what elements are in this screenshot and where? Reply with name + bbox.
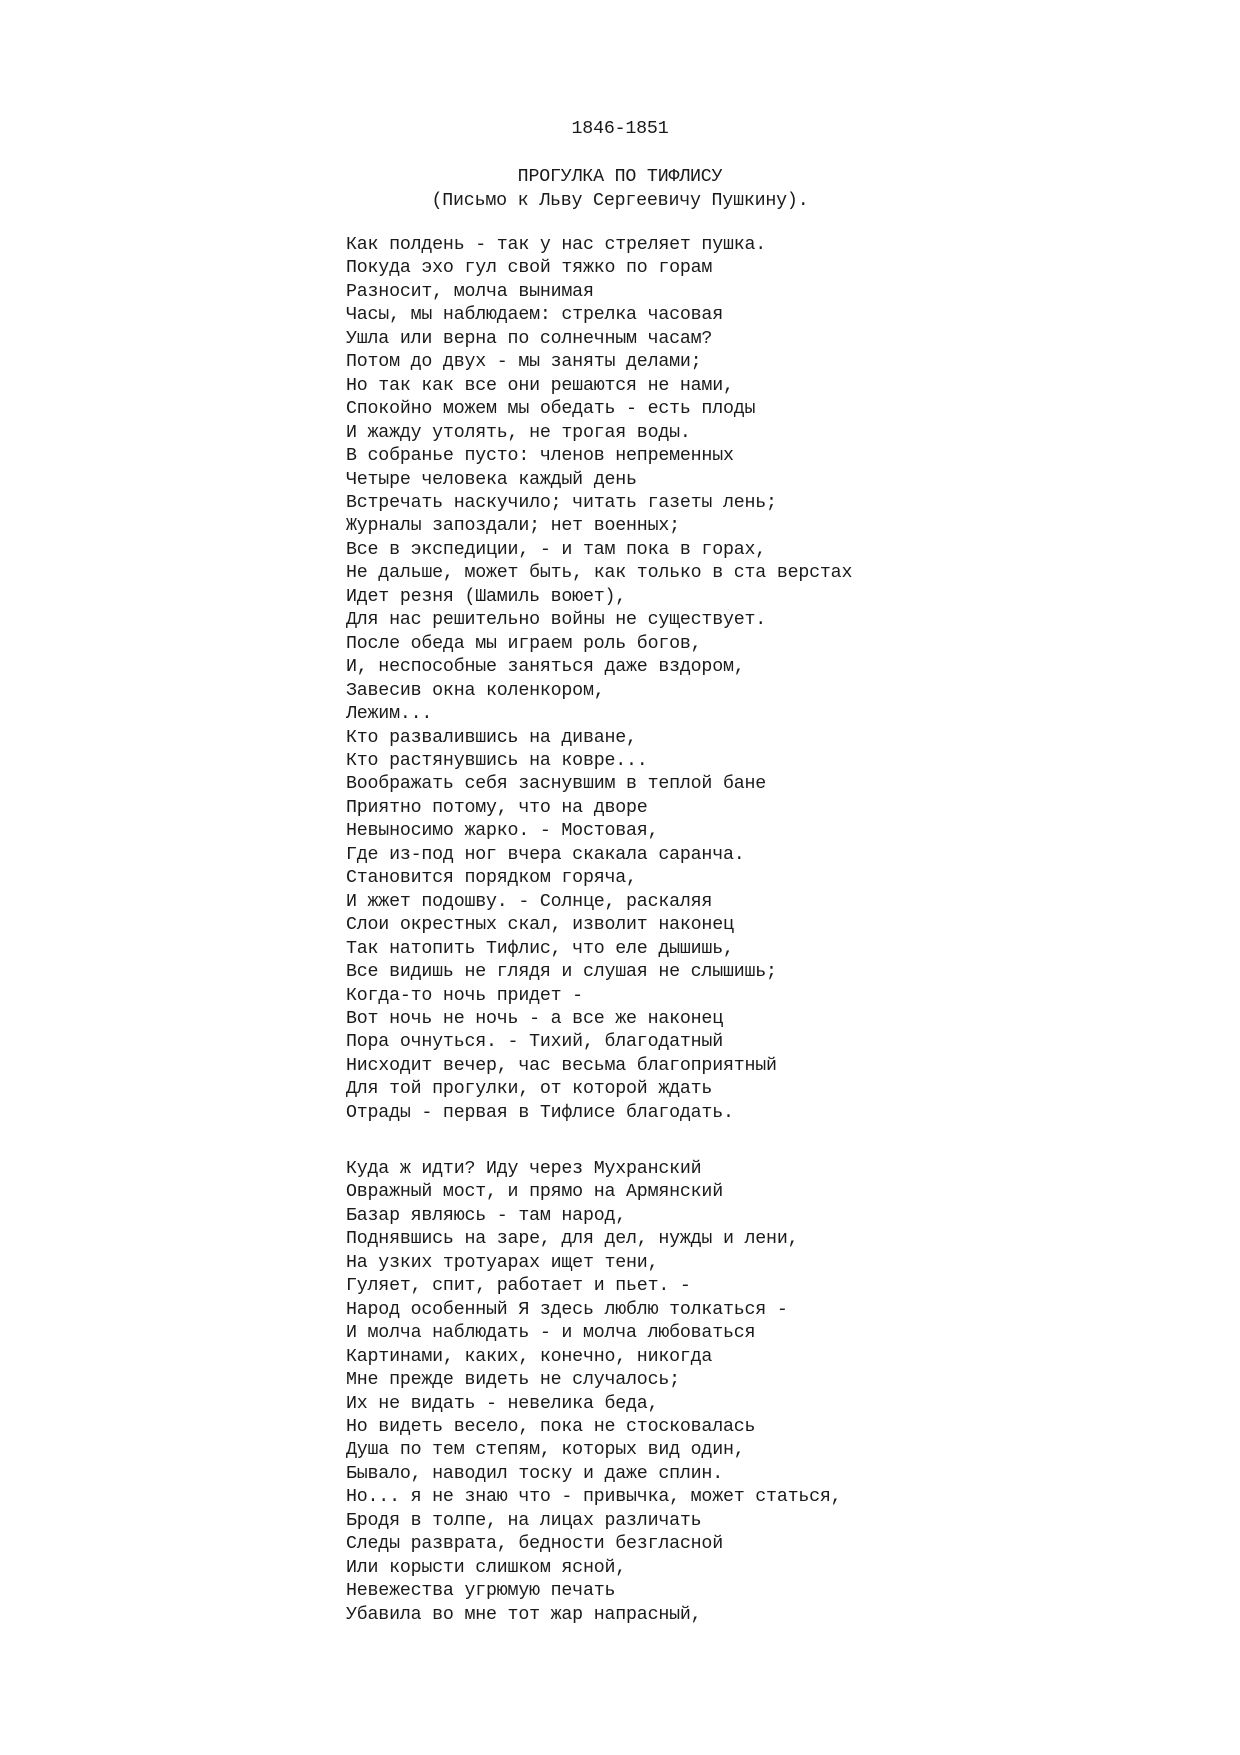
poem-line: Но так как все они решаются не нами,	[346, 375, 734, 396]
poem-line: Встречать наскучило; читать газеты лень;	[346, 492, 777, 513]
poem-line: Все в экспедиции, - и там пока в горах,	[346, 539, 767, 560]
poem-line: Приятно потому, что на дворе	[346, 797, 648, 818]
poem-line: Потом до двух - мы заняты делами;	[346, 352, 702, 373]
poem-line: Нисходит вечер, час весьма благоприятный	[346, 1055, 777, 1076]
poem-line: Невыносимо жарко. - Мостовая,	[346, 821, 659, 842]
stanza-2	[346, 1158, 841, 1627]
poem-line: Становится порядком горяча,	[346, 868, 637, 889]
poem-line: Журналы запоздали; нет военных;	[346, 516, 680, 537]
poem-line: Бывало, наводил тоску и даже сплин.	[346, 1463, 723, 1484]
poem-line: Завесив окна коленкором,	[346, 680, 605, 701]
stanza-1	[346, 234, 852, 1125]
poem-line: Ушла или верна по солнечным часам?	[346, 328, 713, 349]
poem-line: Следы разврата, бедности безгласной	[346, 1534, 723, 1555]
poem-line: Убавила во мне тот жар напрасный,	[346, 1604, 702, 1625]
poem-line: Кто развалившись на диване,	[346, 727, 637, 748]
poem-line: И, неспособные заняться даже вздором,	[346, 657, 745, 678]
poem-line: Но... я не знаю что - привычка, может статься,	[346, 1487, 842, 1508]
poem-line: Кто растянувшись на ковре...	[346, 750, 648, 771]
years-heading: 1846-1851	[571, 119, 669, 139]
poem-line: Не дальше, может быть, как только в ста верстах	[346, 563, 853, 584]
poem-line: Как полдень - так у нас стреляет пушка.	[346, 235, 767, 255]
poem-line: Так натопить Тифлис, что еле дышишь,	[346, 938, 734, 959]
poem-line: Воображать себя заснувшим в теплой бане	[346, 774, 767, 795]
poem-line: Пора очнуться. - Тихий, благодатный	[346, 1032, 723, 1053]
poem-line: Гуляет, спит, работает и пьет. -	[346, 1276, 691, 1297]
poem-line: Все видишь не глядя и слушая не слышишь;	[346, 962, 777, 983]
poem-title: ПРОГУЛКА ПО ТИФЛИСУ	[517, 167, 723, 187]
poem-line: Их не видать - невелика беда,	[346, 1393, 659, 1414]
poem-line: Лежим...	[346, 704, 433, 725]
poem-line: Для той прогулки, от которой ждать	[346, 1079, 713, 1100]
poem-line: И жжет подошву. - Солнце, раскаляя	[346, 891, 713, 912]
poem-line: Невежества угрюмую печать	[346, 1581, 616, 1602]
poem-line: Мне прежде видеть не случалось;	[346, 1370, 680, 1391]
poem-line: После обеда мы играем роль богов,	[346, 633, 702, 654]
poem-line: Поднявшись на заре, для дел, нужды и лени,	[346, 1229, 799, 1250]
poem-line: Идет резня (Шамиль воюет),	[346, 586, 627, 607]
poem-line: Спокойно можем мы обедать - есть плоды	[346, 399, 756, 420]
poem-line: Вот ночь не ночь - а все же наконец	[346, 1008, 723, 1029]
poem-line: Народ особенный Я здесь люблю толкаться -	[346, 1299, 788, 1320]
poem-line: И молча наблюдать - и молча любоваться	[346, 1323, 756, 1344]
poem-line: Душа по тем степям, которых вид один,	[346, 1440, 745, 1461]
poem-line: Разносит, молча вынимая	[346, 281, 594, 302]
poem-line: Покуда эхо гул свой тяжко по горам	[346, 258, 713, 279]
poem-line: Слои окрестных скал, изволит наконец	[346, 915, 734, 936]
poem-line: Бродя в толпе, на лицах различать	[346, 1510, 702, 1531]
poem-line: Картинами, каких, конечно, никогда	[346, 1346, 713, 1367]
poem-line: Для нас решительно войны не существует.	[346, 610, 767, 631]
poem-line: Базар являюсь - там народ,	[346, 1205, 627, 1226]
poem-line: И жажду утолять, не трогая воды.	[346, 422, 691, 443]
poem-line: На узких тротуарах ищет тени,	[346, 1252, 659, 1273]
poem-line: Куда ж идти? Иду через Мухранский	[346, 1159, 702, 1179]
poem-line: Часы, мы наблюдаем: стрелка часовая	[346, 305, 723, 326]
poem-line: Но видеть весело, пока не стосковалась	[346, 1416, 756, 1437]
poem-line: Отрады - первая в Тифлисе благодать.	[346, 1102, 734, 1123]
poem-line: В собранье пусто: членов непременных	[346, 446, 734, 467]
poem-line: Когда-то ночь придет -	[346, 985, 583, 1006]
poem-subtitle: (Письмо к Льву Сергеевичу Пушкину).	[431, 191, 809, 211]
poem-line: Или корысти слишком ясной,	[346, 1557, 627, 1578]
poem-line: Овражный мост, и прямо на Армянский	[346, 1182, 723, 1203]
poem-line: Четыре человека каждый день	[346, 469, 637, 490]
poem-line: Где из-под ног вчера скакала саранча.	[346, 844, 745, 865]
